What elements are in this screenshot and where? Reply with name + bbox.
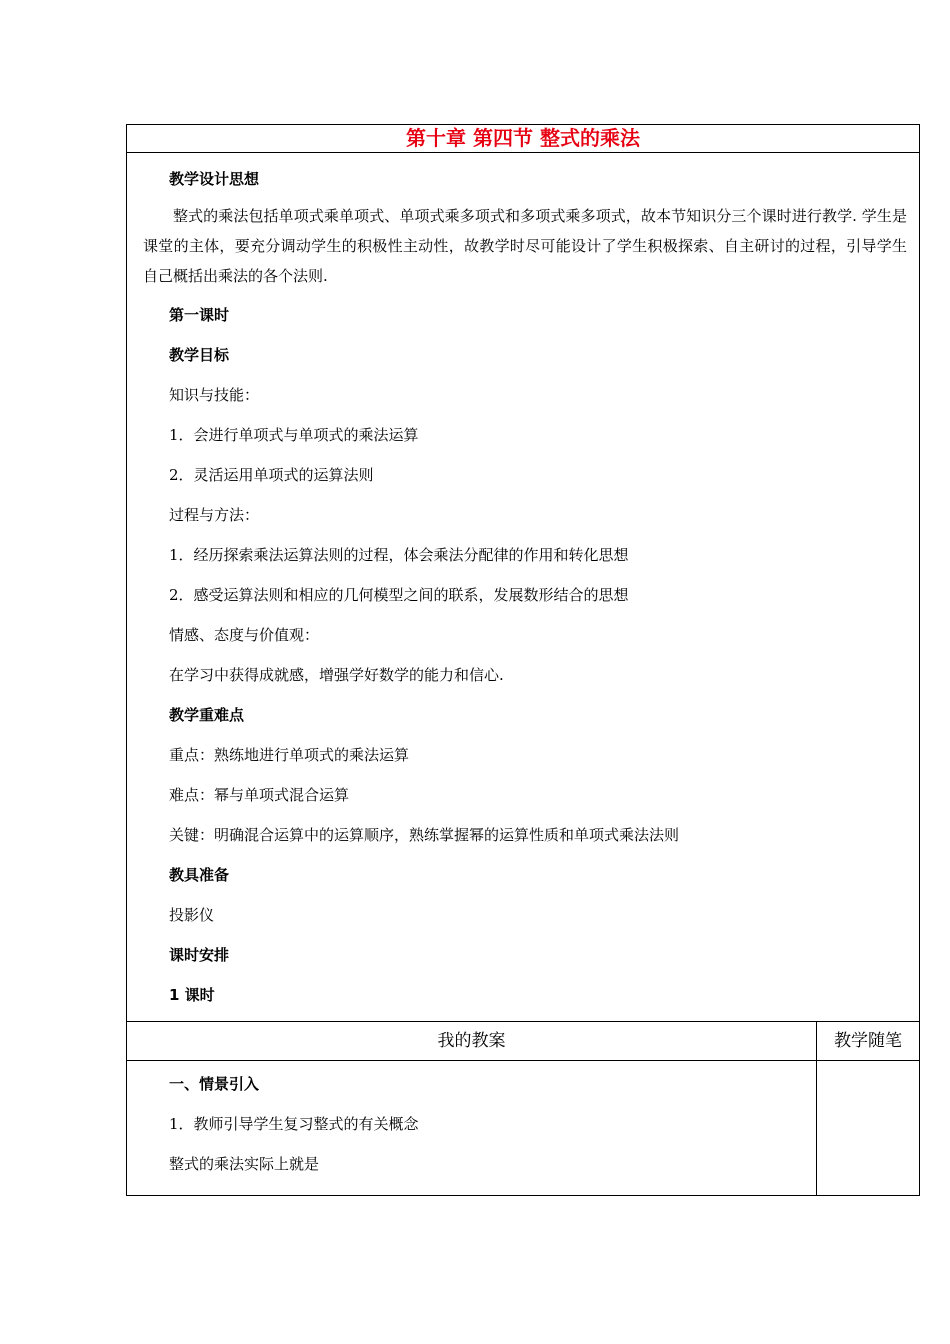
tools-heading: 教具准备 (169, 866, 230, 884)
page-title: 第十章 第四节 整式的乘法 (127, 125, 920, 153)
emotion-label: 情感、态度与价值观： (169, 626, 320, 644)
overview-cell (127, 153, 920, 1022)
emotion-text: 在学习中获得成就感，增强学好数学的能力和信心. (169, 666, 504, 684)
intro-item: 1．教师引导学生复习整式的有关概念 (169, 1115, 419, 1133)
key-heading: 教学重难点 (169, 706, 245, 724)
knowledge-item: 1．会进行单项式与单项式的乘法运算 (169, 426, 419, 444)
knowledge-label: 知识与技能： (169, 386, 260, 404)
design-paragraph-wrap (143, 201, 909, 291)
process-label: 过程与方法： (169, 506, 260, 524)
schedule-heading: 课时安排 (169, 946, 230, 964)
notes-header: 教学随笔 (817, 1022, 920, 1061)
key-point: 重点：熟练地进行单项式的乘法运算 (169, 746, 410, 764)
tools-text: 投影仪 (169, 906, 215, 924)
process-item: 2．感受运算法则和相应的几何模型之间的联系，发展数形结合的思想 (169, 586, 629, 604)
design-paragraph: 整式的乘法包括单项式乘单项式、单项式乘多项式和多项式乘多项式，故本节知识分三个课时进行教学. 学生是课堂的主体，要充分调动学生的积极性主动性，故教学时尽可能设计了学生积极探索、自主研讨的过程，引导学生自己概括出乘法的各个法则. (143, 207, 907, 285)
my-plan-header: 我的教案 (127, 1022, 817, 1061)
process-item: 1．经历探索乘法运算法则的过程，体会乘法分配律的作用和转化思想 (169, 546, 629, 564)
notes-cell (817, 1061, 920, 1196)
design-heading: 教学设计思想 (169, 170, 260, 188)
document-page (126, 124, 919, 1200)
overview-content (127, 153, 919, 1015)
intro-text: 整式的乘法实际上就是 (169, 1155, 320, 1173)
lesson-plan-table (126, 124, 920, 1196)
intro-heading: 一、情景引入 (169, 1075, 260, 1093)
goals-heading: 教学目标 (169, 346, 230, 364)
my-plan-cell (127, 1061, 817, 1196)
difficult-point: 难点：幂与单项式混合运算 (169, 786, 350, 804)
knowledge-item: 2．灵活运用单项式的运算法则 (169, 466, 374, 484)
schedule-text: 1 课时 (169, 986, 215, 1004)
lesson-heading: 第一课时 (169, 306, 230, 324)
crux-point: 关键：明确混合运算中的运算顺序，熟练掌握幂的运算性质和单项式乘法法则 (169, 826, 680, 844)
my-plan-content (127, 1061, 816, 1184)
